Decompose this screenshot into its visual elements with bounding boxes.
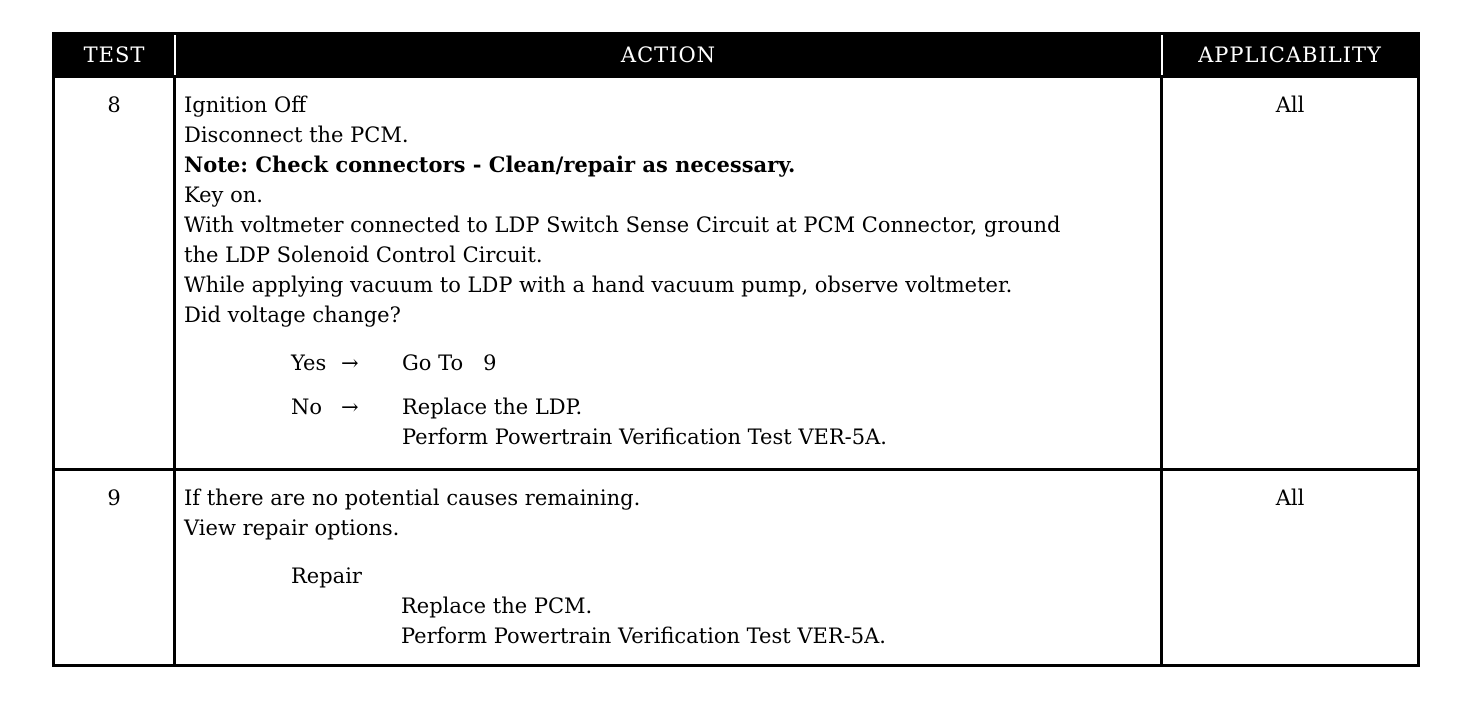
action-cell: [176, 471, 1163, 664]
arrow-right-icon: →: [341, 395, 359, 419]
repair-label: Repair: [291, 564, 362, 588]
test-number: 8: [55, 78, 176, 468]
header-applicability: APPLICABILITY: [1198, 43, 1382, 67]
action-line: Disconnect the PCM.: [184, 123, 409, 147]
question-line: Did voltage change?: [184, 303, 401, 327]
repair-step: Perform Powertrain Verification Test VER-5A.: [401, 624, 886, 648]
action-line: View repair options.: [184, 516, 400, 540]
action-line: Ignition Off: [184, 93, 307, 117]
arrow-right-icon: →: [341, 351, 359, 375]
goto-text: Go To: [402, 351, 464, 375]
applicability-value: All: [1275, 93, 1305, 117]
applicability-value: All: [1275, 486, 1305, 510]
no-label: No: [291, 395, 323, 419]
repair-steps: [291, 591, 1154, 651]
no-branch: [184, 392, 1154, 452]
action-line: With voltmeter connected to LDP Switch Sense Circuit at PCM Connector, ground: [184, 213, 1061, 237]
no-step: Perform Powertrain Verification Test VER-5A.: [402, 425, 887, 449]
table-row-test-8: [55, 75, 1417, 468]
header-action: ACTION: [176, 35, 1163, 75]
action-line: If there are no potential causes remaining.: [184, 486, 641, 510]
test-number: 9: [55, 471, 176, 664]
yes-branch: [184, 348, 1154, 378]
yes-label: Yes: [291, 351, 327, 375]
repair-step: Replace the PCM.: [401, 594, 593, 618]
goto-link-9[interactable]: 9: [483, 351, 497, 375]
no-steps: [402, 392, 1154, 452]
action-line: Key on.: [184, 183, 263, 207]
note-line: Note: Check connectors - Clean/repair as necessary.: [184, 152, 796, 177]
goto-instruction: [402, 348, 1154, 378]
repair-block: [184, 561, 1154, 651]
header-test: TEST: [55, 35, 176, 75]
table-header: [55, 35, 1417, 75]
action-line: the LDP Solenoid Control Circuit.: [184, 243, 543, 267]
diagnostic-table: [52, 32, 1420, 667]
no-step: Replace the LDP.: [402, 395, 583, 419]
action-line: While applying vacuum to LDP with a hand vacuum pump, observe voltmeter.: [184, 273, 1013, 297]
table-row-test-9: [55, 468, 1417, 664]
action-cell: [176, 78, 1163, 468]
